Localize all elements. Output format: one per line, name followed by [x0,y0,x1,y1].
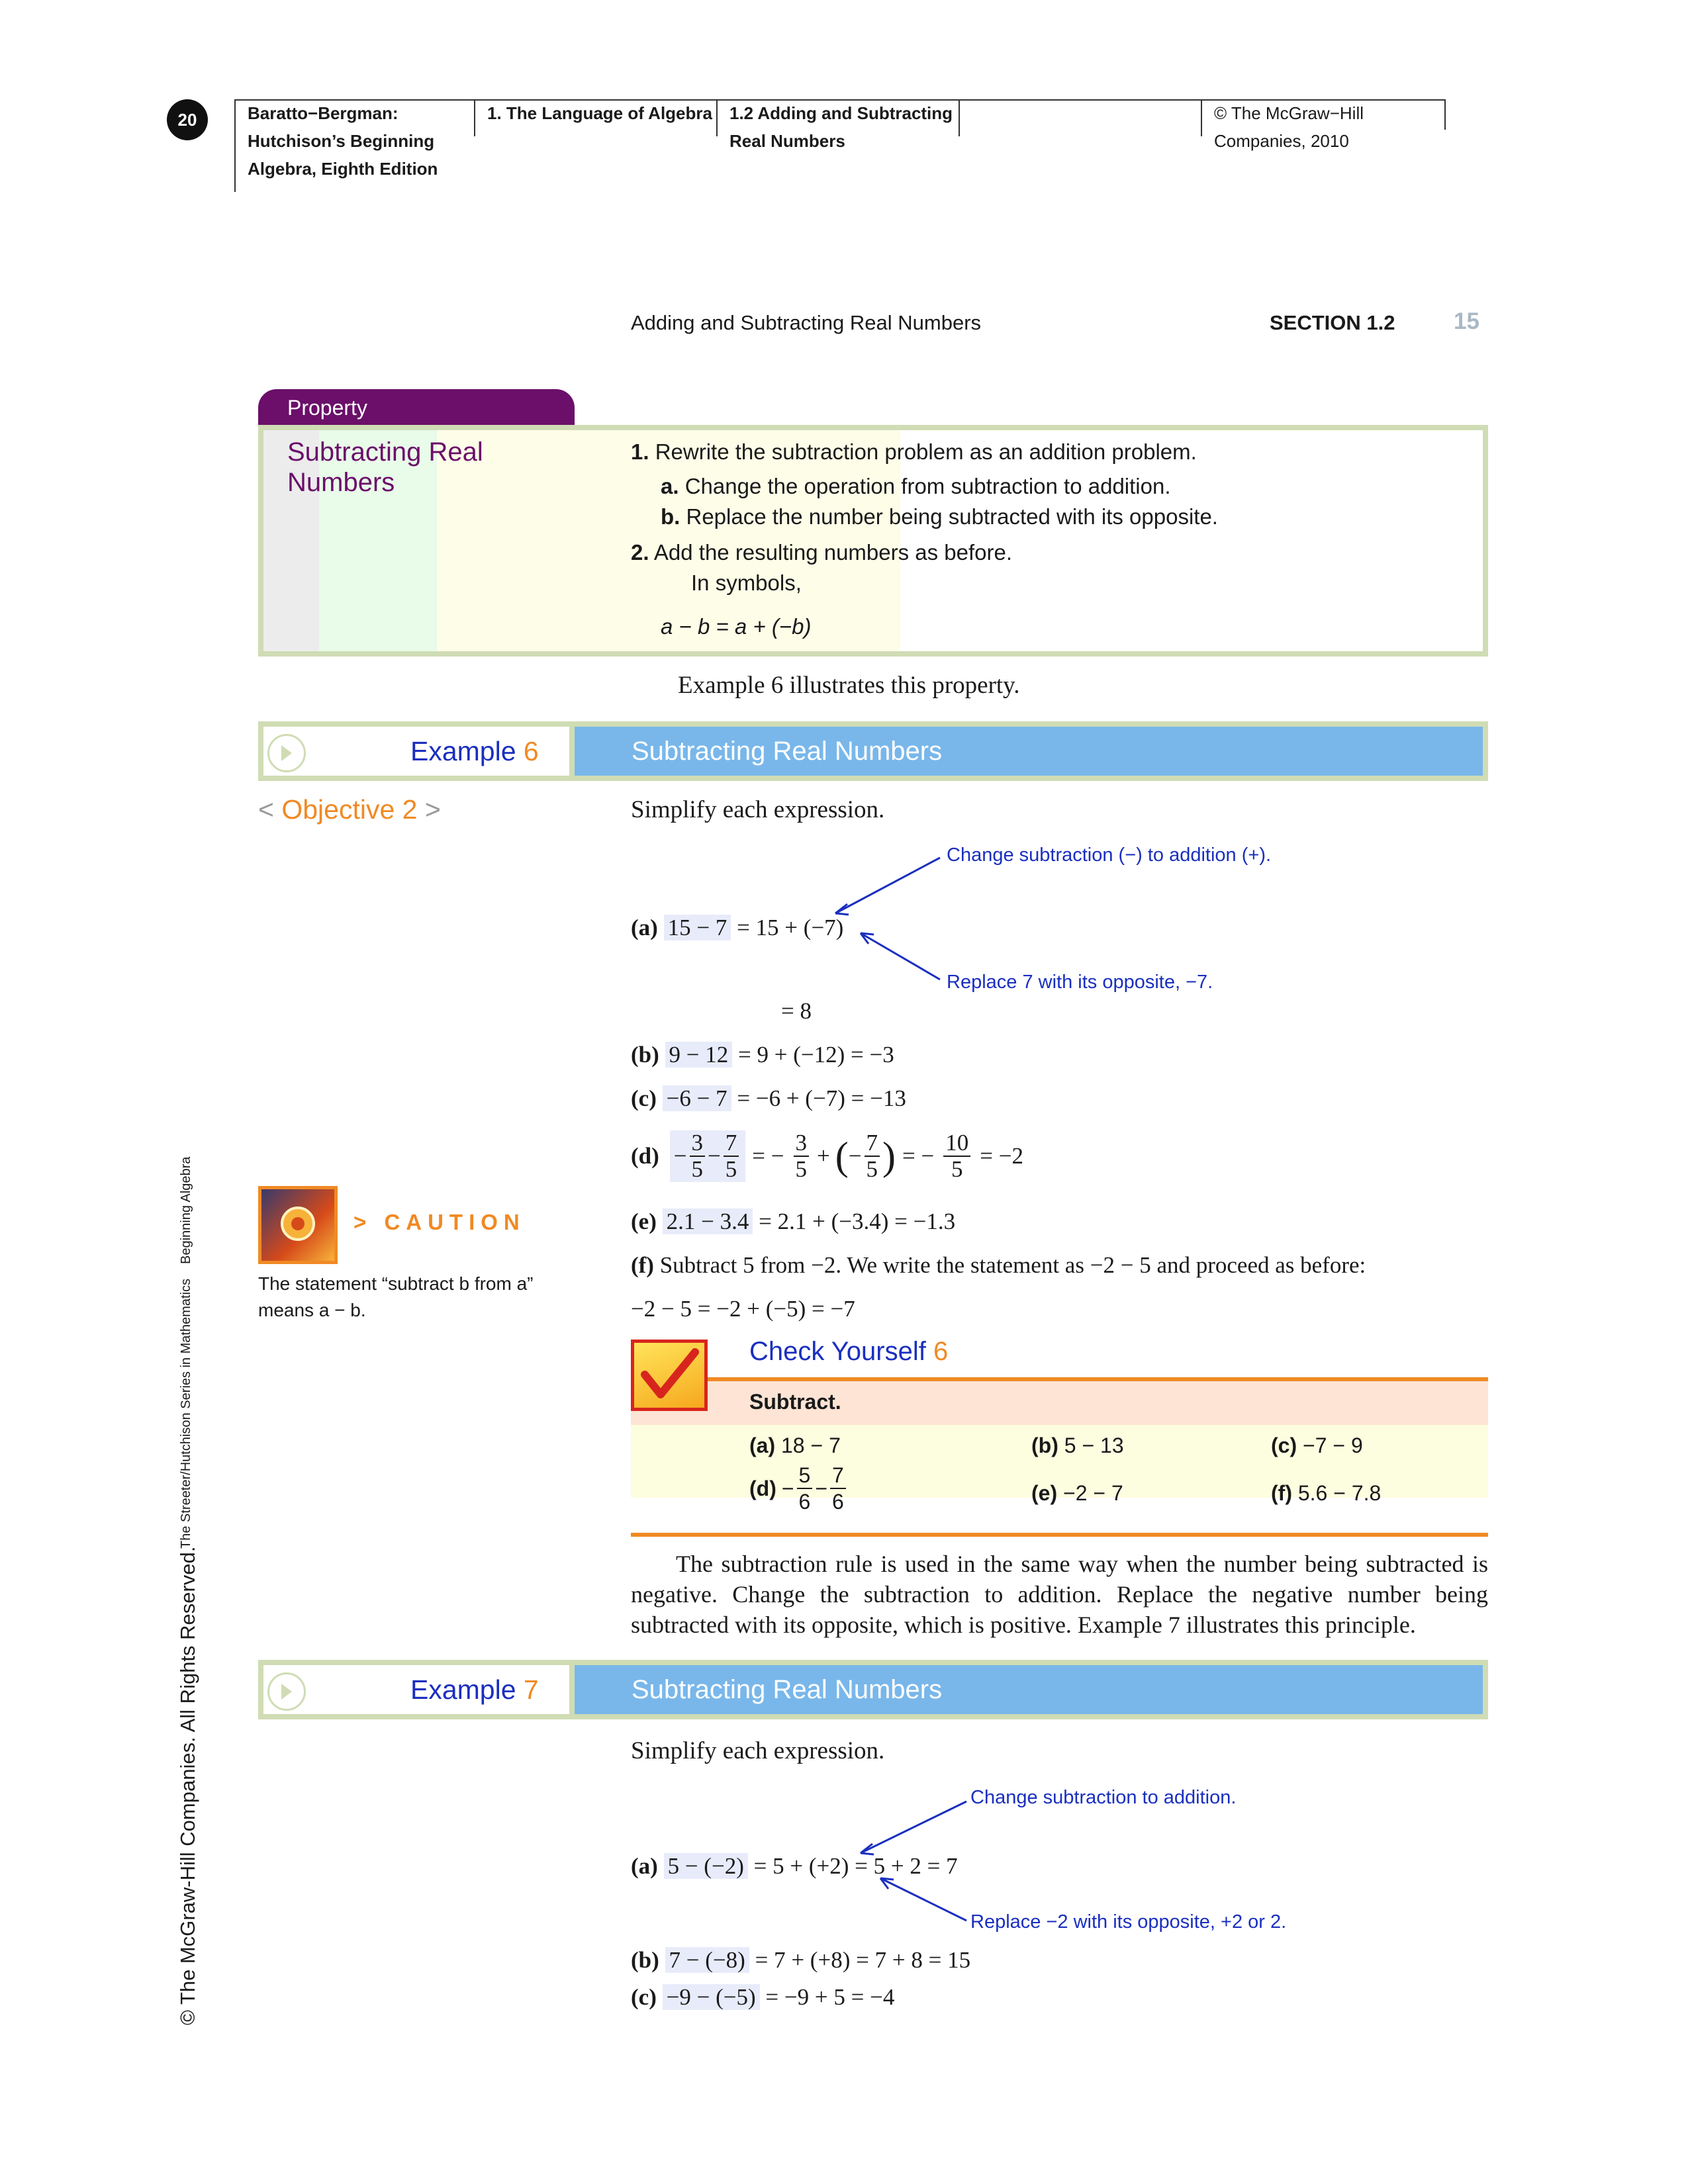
step-1-number: 1. [631,439,649,464]
in-symbols: In symbols, [691,570,802,595]
book-line-1: Baratto−Bergman: [248,103,399,123]
part-c-label: (c) [631,1085,657,1111]
check-bottom-rule [631,1533,1488,1537]
check-item-c: (c) −7 − 9 [1271,1433,1363,1457]
example-6-f [631,1252,1366,1279]
example-6-f-line2: −2 − 5 = −2 + (−5) = −7 [631,1296,855,1322]
play-arrow-icon[interactable] [267,1672,306,1711]
annotation-replace-7: Replace −2 with its opposite, +2 or 2. [970,1911,1287,1933]
property-formula: a − b = a + (−b) [661,614,812,639]
fraction: $\frac{10}{5}$ [943,1130,970,1182]
fraction: $\frac{5}{6}$ [797,1463,813,1514]
page-number: 15 [1454,308,1479,334]
intro-example-6: Example 6 illustrates this property. [678,672,1020,699]
property-step-1b [661,504,1218,529]
part-c-highlight: −9 − (−5) [663,1984,760,2010]
example-6-c [631,1085,906,1112]
example-6-instruction: Simplify each expression. [631,796,885,823]
example-7-label-box [258,1660,575,1719]
fraction: $\frac{3}{5}$ [794,1130,810,1182]
property-step-2 [631,540,1012,565]
example-7-title: Subtracting Real Numbers [575,1660,1488,1719]
example-7-instruction: Simplify each expression. [631,1737,885,1764]
running-title: Adding and Subtracting Real Numbers [631,311,982,334]
example-7-a [631,1853,958,1880]
step-1a-label: a. [661,474,679,498]
part-b-highlight: 9 − 12 [665,1042,733,1068]
part-f-text: Subtract 5 from −2. We write the statement as −2 − 5 and proceed as before: [659,1252,1366,1278]
book-line-2: Hutchison’s Beginning [248,131,435,151]
check-item-b: (b) 5 − 13 [1031,1433,1124,1457]
caution-line-2: means a − b. [258,1300,366,1320]
check-item-a: (a) 18 − 7 [749,1433,841,1457]
caution-line-1: The statement “subtract b from a” [258,1273,534,1294]
example-6-a [631,915,843,941]
annotation-change-op-7: Change subtraction to addition. [970,1787,1237,1808]
step-2-number: 2. [631,540,649,565]
section-line-2: Real Numbers [729,131,845,151]
property-step-1a [661,474,1171,499]
objective-2-link[interactable] [258,794,441,825]
fraction: $\frac{7}{5}$ [724,1130,739,1182]
play-arrow-icon[interactable] [267,734,306,772]
header-chapter [474,99,712,136]
check-item-e: (e) −2 − 7 [1031,1481,1123,1505]
annotation-replace: Replace 7 with its opposite, −7. [947,972,1213,993]
part-c-highlight: −6 − 7 [663,1085,731,1111]
part-b-label: (b) [631,1042,659,1068]
property-tab: Property [258,389,575,426]
part-d-end: = −2 [980,1143,1023,1169]
part-a-highlight: 15 − 7 [664,915,731,940]
example-6-e [631,1208,955,1235]
fraction: $\frac{7}{5}$ [865,1130,880,1182]
example-7-word: Example [410,1674,516,1705]
part-a-label: (a) [631,1853,658,1879]
check-item-d: (d) − $\frac{5}{6}$ − $\frac{7}{6}$ [749,1463,849,1514]
step-1b-text: Replace the number being subtracted with its opposite. [686,504,1218,529]
book-line-3: Algebra, Eighth Edition [248,159,438,179]
part-a-highlight: 5 − (−2) [664,1853,748,1879]
running-section: SECTION 1.2 [1270,311,1395,334]
example-6-d: (d) − $\frac{3}{5}$ − $\frac{7}{5}$ = − $\frac{3}{5}$ + ( − $\frac{7}{5}$ ) = − $\frac{10}{5}$ = −2 [631,1130,1023,1182]
caution-heading: > CAUTION [353,1210,526,1234]
copyright-line-2: Companies, 2010 [1214,131,1349,151]
check-yourself-title [749,1337,948,1367]
example-7-label [410,1674,539,1706]
part-e-highlight: 2.1 − 3.4 [663,1208,753,1234]
part-c-rest: = −6 + (−7) = −13 [737,1085,906,1111]
part-d-label: (d) [631,1143,659,1169]
sidebar-series: The Streeter/Hutchison Series in Mathematics [179,1279,193,1549]
caution-text [258,1271,534,1324]
part-b-rest: = 9 + (−12) = −3 [738,1042,894,1068]
check-yourself-word: Check Yourself [749,1337,926,1366]
example-7-b [631,1947,970,1974]
objective-left-chevron: < [258,794,274,825]
fraction: $\frac{3}{5}$ [690,1130,706,1182]
step-1-text: Rewrite the subtraction problem as an addition problem. [655,439,1197,464]
step-2-text: Add the resulting numbers as before. [653,540,1013,565]
caution-icon [258,1186,338,1264]
step-1b-label: b. [661,504,680,529]
part-b-highlight: 7 − (−8) [665,1947,749,1973]
objective-label: Objective 2 [281,794,418,825]
subtraction-rule-paragraph: The subtraction rule is used in the same way when the number being subtracted is negative. Change the subtraction to addition. Replace the negative number being subtracted with its opposite, which is positive. Example 7 illustrates this principle. [631,1551,1488,1638]
sidebar-rights: © The McGraw-Hill Companies. All Rights Reserved. [176,1546,199,2025]
annotation-change-op: Change subtraction (−) to addition (+). [947,844,1272,866]
example-6-title: Subtracting Real Numbers [575,721,1488,781]
part-f-label: (f) [631,1252,654,1278]
check-yourself-number: 6 [933,1337,949,1366]
part-b-label: (b) [631,1947,659,1973]
chapter-title: 1. The Language of Algebra [487,103,712,123]
objective-right-chevron: > [424,794,441,825]
property-step-1 [631,439,1197,465]
header-section [716,99,955,151]
example-7-c [631,1984,894,2011]
example-6-label [410,736,539,767]
example-6-word: Example [410,736,516,766]
part-c-label: (c) [631,1984,657,2010]
check-top-rule [631,1377,1488,1381]
property-title: Subtracting Real Numbers [287,437,483,497]
part-c-rest: = −9 + 5 = −4 [765,1984,895,2010]
example-6-label-box [258,721,575,781]
header-blank [959,99,1197,136]
part-a-label: (a) [631,915,658,940]
example-6-number: 6 [523,736,539,766]
part-e-label: (e) [631,1208,657,1234]
header-end-rule [1444,99,1446,130]
step-1a-text: Change the operation from subtraction to addition. [684,474,1171,498]
copyright-line-1: © The McGraw−Hill [1214,103,1364,123]
part-e-rest: = 2.1 + (−3.4) = −1.3 [759,1208,956,1234]
example-7-number: 7 [523,1674,539,1705]
sidebar-book: Beginning Algebra [179,1156,193,1264]
example-6-b [631,1042,894,1068]
fraction: $\frac{7}{6}$ [830,1463,846,1514]
part-d-highlight: − $\frac{3}{5}$ − $\frac{7}{5}$ [670,1130,746,1182]
header-book [234,99,473,192]
section-line-1: 1.2 Adding and Subtracting [729,103,953,123]
checkmark-icon [631,1340,708,1411]
page-badge: 20 [167,99,208,140]
header-copyright [1201,99,1439,151]
check-item-f: (f) 5.6 − 7.8 [1271,1481,1382,1505]
check-instruction: Subtract. [749,1390,841,1414]
example-6-a-result: = 8 [781,998,812,1024]
part-a-rest: = 5 + (+2) = 5 + 2 = 7 [753,1853,958,1879]
part-b-rest: = 7 + (+8) = 7 + 8 = 15 [755,1947,971,1973]
part-a-rest: = 15 + (−7) [737,915,844,940]
